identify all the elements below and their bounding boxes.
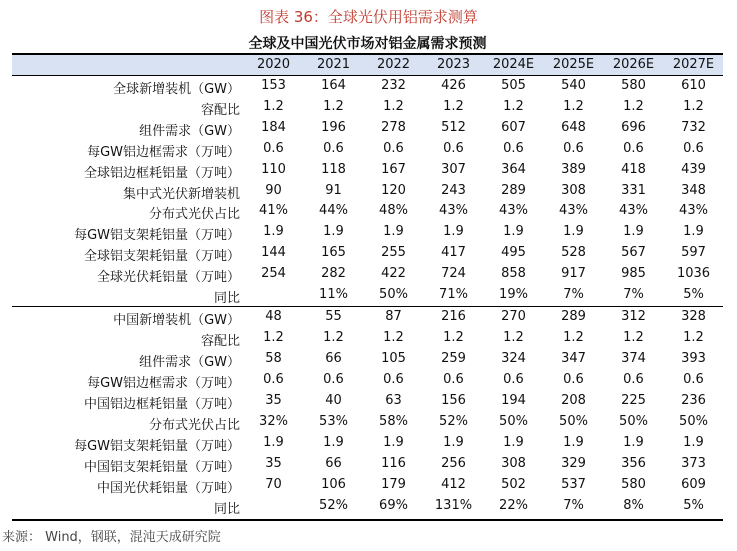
- table-cell: 1.9: [323, 224, 344, 240]
- table-cell: 1.2: [443, 98, 464, 114]
- table-row: [12, 223, 723, 244]
- year-header: 2020: [256, 57, 291, 72]
- row-label: 全球新增装机（GW）: [113, 82, 240, 97]
- table-cell: 1.9: [683, 435, 704, 450]
- year-header: 2026E: [612, 57, 655, 72]
- table-cell: 35: [265, 456, 282, 471]
- table-cell: 1.2: [443, 330, 464, 345]
- table-cell: 505: [501, 78, 526, 93]
- table-cell: 58%: [379, 414, 408, 429]
- table-cell: 236: [681, 393, 706, 408]
- table-cell: 66: [325, 456, 342, 471]
- table-cell: 1.2: [263, 98, 284, 114]
- table-cell: 308: [501, 456, 526, 471]
- row-label: 分布式光伏占比: [148, 418, 240, 433]
- row-label: 集中式光伏新增装机: [122, 186, 240, 202]
- table-cell: 389: [561, 161, 586, 177]
- table-cell: 48: [265, 309, 282, 324]
- table-cell: 208: [561, 393, 586, 408]
- table-cell: 1.2: [383, 330, 404, 345]
- row-label: 容配比: [200, 334, 240, 349]
- table-cell: 63: [385, 393, 402, 408]
- table-row: [12, 286, 723, 307]
- table-cell: 50%: [559, 414, 588, 429]
- table-cell: 696: [621, 119, 646, 135]
- table-cell: 1.9: [503, 224, 524, 240]
- table-cell: 66: [325, 351, 342, 366]
- year-header: 2023: [436, 57, 471, 72]
- table-row: [12, 392, 723, 413]
- table-cell: 1.2: [683, 330, 704, 345]
- table-cell: 43%: [439, 203, 468, 219]
- table-cell: 858: [501, 266, 526, 282]
- table-cell: 1.2: [623, 330, 644, 345]
- table-row: [12, 265, 723, 286]
- table-cell: 1.2: [263, 330, 284, 345]
- table-cell: 1.9: [443, 435, 464, 450]
- table-cell: 194: [501, 393, 526, 408]
- table-cell: 1.2: [563, 330, 584, 345]
- table-cell: 422: [381, 266, 406, 282]
- table-cell: 308: [561, 182, 586, 198]
- table-cell: 0.6: [503, 140, 524, 156]
- table-cell: 50%: [619, 414, 648, 429]
- table-cell: 348: [681, 182, 706, 198]
- table-cell: 0.6: [623, 372, 644, 387]
- table-cell: 40: [325, 393, 342, 408]
- table-cell: 417: [441, 245, 466, 261]
- table-cell: 105: [381, 351, 406, 366]
- table-cell: 179: [381, 477, 406, 492]
- table-cell: 1.9: [383, 435, 404, 450]
- table-cell: 418: [621, 161, 646, 177]
- table-cell: 165: [321, 245, 346, 261]
- table-cell: 537: [561, 477, 586, 492]
- table-cell: 1.9: [443, 224, 464, 240]
- row-label: 同比: [213, 291, 240, 306]
- row-label: 每GW铝支架耗铝量（万吨）: [74, 439, 240, 454]
- table-title: 全球及中国光伏市场对铝金属需求预测: [248, 36, 487, 52]
- table-cell: 50%: [379, 287, 408, 302]
- table-cell: 1.9: [503, 435, 524, 450]
- row-label: 每GW铝边框需求（万吨）: [87, 144, 240, 160]
- table-row: [12, 119, 723, 140]
- table-row: [12, 182, 723, 203]
- table-cell: 259: [441, 351, 466, 366]
- year-header: 2022: [376, 57, 411, 72]
- table-row: [12, 413, 723, 434]
- table-cell: 52%: [319, 498, 348, 513]
- table-cell: 364: [501, 161, 526, 177]
- table-row: [12, 497, 723, 518]
- table-cell: 1.2: [323, 330, 344, 345]
- row-label: 每GW铝边框需求（万吨）: [87, 376, 240, 391]
- table-cell: 609: [681, 477, 706, 492]
- table-cell: 43%: [499, 203, 528, 219]
- table-cell: 540: [561, 78, 586, 93]
- table-cell: 7%: [563, 498, 584, 513]
- table-cell: 347: [561, 351, 586, 366]
- table-cell: 1.2: [323, 98, 344, 114]
- table-cell: 1.9: [623, 224, 644, 240]
- table-cell: 5%: [683, 287, 704, 302]
- table-cell: 1.2: [503, 98, 524, 114]
- table-cell: 1.9: [263, 435, 284, 450]
- table-cell: 0.6: [443, 140, 464, 156]
- table-cell: 312: [621, 309, 646, 324]
- table-cell: 48%: [379, 203, 408, 219]
- table-cell: 50%: [679, 414, 708, 429]
- table-cell: 289: [561, 309, 586, 324]
- table-cell: 118: [321, 161, 346, 177]
- year-header: 2024E: [492, 57, 535, 72]
- table-cell: 120: [381, 182, 406, 198]
- table-cell: 439: [681, 161, 706, 177]
- table-cell: 356: [621, 456, 646, 471]
- table-cell: 243: [441, 182, 466, 198]
- table-cell: 7%: [623, 287, 644, 302]
- table-cell: 373: [681, 456, 706, 471]
- table-cell: 0.6: [323, 140, 344, 156]
- table-cell: 184: [261, 119, 286, 135]
- table-cell: 90: [265, 182, 282, 198]
- table-row: [12, 98, 723, 119]
- row-label: 同比: [213, 502, 240, 517]
- table-cell: 91: [325, 182, 342, 198]
- table-cell: 607: [501, 119, 526, 135]
- table-cell: 0.6: [263, 372, 284, 387]
- table-row: [12, 350, 723, 371]
- row-label: 全球铝边框耗铝量（万吨）: [83, 165, 240, 181]
- table-cell: 106: [321, 477, 346, 492]
- year-header: 2021: [316, 57, 351, 72]
- row-label: 中国新增装机（GW）: [113, 313, 240, 328]
- table-cell: 307: [441, 161, 466, 177]
- table-cell: 0.6: [683, 140, 704, 156]
- table-row: [12, 371, 723, 392]
- table-row: [12, 476, 723, 497]
- table-cell: 35: [265, 393, 282, 408]
- table-cell: 32%: [259, 414, 288, 429]
- table-cell: 0.6: [563, 372, 584, 387]
- row-label: 容配比: [200, 102, 240, 118]
- table-cell: 52%: [439, 414, 468, 429]
- figure-caption: 图表 36：全球光伏用铝需求测算: [259, 8, 478, 26]
- table-cell: 41%: [259, 203, 288, 219]
- row-label: 每GW铝支架耗铝量（万吨）: [74, 228, 240, 244]
- table-cell: 0.6: [503, 372, 524, 387]
- table-cell: 1.2: [623, 98, 644, 114]
- table-cell: 0.6: [323, 372, 344, 387]
- table-cell: 324: [501, 351, 526, 366]
- table-cell: 732: [681, 119, 706, 135]
- table-cell: 116: [381, 456, 406, 471]
- table-row: [12, 140, 723, 161]
- table-cell: 512: [441, 119, 466, 135]
- table-cell: 0.6: [263, 140, 284, 156]
- table-cell: 1.9: [563, 435, 584, 450]
- row-label: 组件需求（GW）: [139, 355, 240, 370]
- header-rule: [12, 75, 723, 76]
- table-cell: 0.6: [683, 372, 704, 387]
- table-cell: 270: [501, 309, 526, 324]
- table-cell: 329: [561, 456, 586, 471]
- source-note: 来源： Wind，钢联，混沌天成研究院: [2, 530, 221, 545]
- table-row: [12, 455, 723, 476]
- table-cell: 5%: [683, 498, 704, 513]
- table-cell: 7%: [563, 287, 584, 302]
- table-row: [12, 77, 723, 98]
- row-label: 中国铝边框耗铝量（万吨）: [83, 397, 240, 412]
- row-label: 全球光伏耗铝量（万吨）: [96, 270, 240, 286]
- table-cell: 1036: [676, 266, 711, 282]
- row-label: 中国铝支架耗铝量（万吨）: [83, 460, 240, 475]
- table-cell: 225: [621, 393, 646, 408]
- table-cell: 144: [261, 245, 286, 261]
- table-row: [12, 308, 723, 329]
- table-cell: 495: [501, 245, 526, 261]
- table-cell: 597: [681, 245, 706, 261]
- table-cell: 43%: [679, 203, 708, 219]
- table-cell: 426: [441, 78, 466, 93]
- table-cell: 412: [441, 477, 466, 492]
- table-cell: 131%: [434, 498, 473, 513]
- table-cell: 164: [321, 78, 346, 93]
- table-cell: 70: [265, 477, 282, 492]
- table-row: [12, 244, 723, 265]
- table-cell: 282: [321, 266, 346, 282]
- table-cell: 1.9: [383, 224, 404, 240]
- table-cell: 567: [621, 245, 646, 261]
- year-header: 2025E: [552, 57, 595, 72]
- table-cell: 254: [261, 266, 286, 282]
- table-cell: 71%: [439, 287, 468, 302]
- table-cell: 43%: [559, 203, 588, 219]
- table-cell: 53%: [319, 414, 348, 429]
- table-cell: 580: [621, 78, 646, 93]
- row-label: 分布式光伏占比: [148, 207, 240, 223]
- table-cell: 1.9: [563, 224, 584, 240]
- table-cell: 0.6: [443, 372, 464, 387]
- table-cell: 1.2: [683, 98, 704, 114]
- table-cell: 502: [501, 477, 526, 492]
- table-cell: 255: [381, 245, 406, 261]
- table-cell: 19%: [499, 287, 528, 302]
- table-cell: 1.9: [263, 224, 284, 240]
- table-cell: 0.6: [623, 140, 644, 156]
- table-cell: 1.2: [383, 98, 404, 114]
- table-cell: 328: [681, 309, 706, 324]
- row-label: 全球铝支架耗铝量（万吨）: [83, 249, 240, 265]
- table-cell: 0.6: [383, 372, 404, 387]
- table-cell: 289: [501, 182, 526, 198]
- table-row: [12, 434, 723, 455]
- table-cell: 110: [261, 161, 286, 177]
- table-cell: 43%: [619, 203, 648, 219]
- table-header: [12, 55, 723, 75]
- table-cell: 648: [561, 119, 586, 135]
- table-bottom-rule: [12, 519, 723, 521]
- year-header: 2027E: [672, 57, 715, 72]
- table-cell: 374: [621, 351, 646, 366]
- row-label: 组件需求（GW）: [139, 123, 240, 139]
- table-cell: 1.9: [323, 435, 344, 450]
- table-cell: 11%: [319, 287, 348, 302]
- table-cell: 528: [561, 245, 586, 261]
- table-cell: 724: [441, 266, 466, 282]
- table-cell: 22%: [499, 498, 528, 513]
- table-cell: 87: [385, 309, 402, 324]
- table-cell: 580: [621, 477, 646, 492]
- section-divider: [12, 306, 723, 307]
- table-cell: 0.6: [563, 140, 584, 156]
- table-cell: 393: [681, 351, 706, 366]
- table-cell: 1.2: [563, 98, 584, 114]
- table-cell: 278: [381, 119, 406, 135]
- table-cell: 58: [265, 351, 282, 366]
- table-cell: 69%: [379, 498, 408, 513]
- table-cell: 8%: [623, 498, 644, 513]
- table-cell: 985: [621, 266, 646, 282]
- table-cell: 167: [381, 161, 406, 177]
- table-cell: 153: [261, 78, 286, 93]
- table-cell: 917: [561, 266, 586, 282]
- table-cell: 44%: [319, 203, 348, 219]
- table-cell: 55: [325, 309, 342, 324]
- table-cell: 331: [621, 182, 646, 198]
- table-cell: 0.6: [383, 140, 404, 156]
- table-row: [12, 329, 723, 350]
- row-label: 中国光伏耗铝量（万吨）: [96, 481, 240, 496]
- table-cell: 232: [381, 78, 406, 93]
- table-cell: 50%: [499, 414, 528, 429]
- table-cell: 196: [321, 119, 346, 135]
- table-row: [12, 202, 723, 223]
- table-cell: 156: [441, 393, 466, 408]
- table-cell: 256: [441, 456, 466, 471]
- table-row: [12, 161, 723, 182]
- table-cell: 216: [441, 309, 466, 324]
- table-cell: 1.9: [623, 435, 644, 450]
- table-cell: 1.2: [503, 330, 524, 345]
- table-cell: 610: [681, 78, 706, 93]
- table-cell: 1.9: [683, 224, 704, 240]
